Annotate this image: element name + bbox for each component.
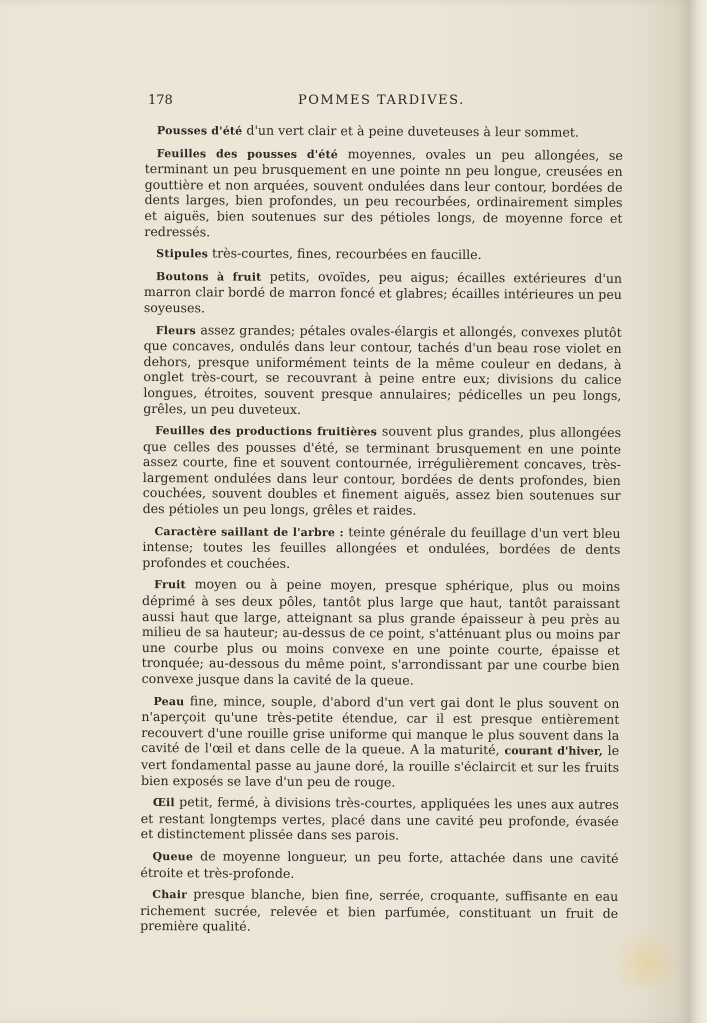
light-glare [612, 930, 682, 990]
term-pousses: Pousses d'été [156, 124, 243, 138]
running-title: POMMES TARDIVES. [298, 93, 465, 108]
text-queue: de moyenne longueur, un peu forte, attachée dans une cavité étroite et très-profonde. [140, 848, 619, 881]
text-oeil: petit, fermé, à divisions très-courtes, appliquées les unes aux autres et restant longtemps vertes, placé dans une cavité peu profonde, évasée et distinctement plissée dans ses parois. [140, 794, 619, 843]
text-caractere: teinte générale du feuillage d'un vert bleu intense; toutes les feuilles allongées et ondulées, bordées de dents profondes et couchées. [142, 523, 621, 571]
paragraph-fruit [142, 576, 621, 689]
paragraph-fleurs [143, 322, 622, 419]
paragraph-caractere [142, 523, 620, 574]
term-caractere: Caractère saillant de l'arbre : [154, 524, 344, 539]
page-header [148, 93, 623, 111]
text-boutons: petits, ovoïdes, peu aigus; écailles extérieures d'un marron clair bordé de marron foncé et glabres; écailles intérieures un peu soyeuses. [143, 268, 623, 316]
term-oeil: Œil [152, 796, 175, 810]
term-queue: Queue [152, 849, 194, 864]
paragraph-boutons [144, 268, 622, 319]
paragraph-queue [140, 848, 618, 883]
term-boutons: Boutons à fruit [156, 269, 262, 284]
term-peau: Peau [153, 694, 185, 708]
page-edge [690, 0, 707, 1023]
paragraph-feuilles-pousses [144, 145, 623, 242]
paragraph-oeil [141, 794, 619, 845]
text-fruit: moyen ou à peine moyen, presque sphérique, plus ou moins déprimé à ses deux pôles, tantôt plus large que haut, tantôt paraissant aussi haut que large, atteignant sa plus grande épaisseur à peu près au milieu de sa hauteur; au-dessus de ce point, s'atténuant plus ou moins par une courbe plus ou moins convexe en une pointe courte, épaisse et tronquée; au-dessous du même point, s'arrondissant par une courbe bien convexe jusque dans la cavité de la queue. [141, 576, 621, 688]
term-fruit: Fruit [154, 578, 186, 592]
text-fleurs: assez grandes; pétales ovales-élargis et allongés, convexes plutôt que concaves, ondulés dans leur contour, tachés d'un beau rose violet en dehors, presque uniformément teints de la même couleur en dedans, à onglet très-court, se recouvrant à peine entre eux; divisions du calice longues, étroites, souvent presque annulaires; pédicelles un peu longs, grêles, un peu duveteux. [143, 321, 622, 417]
text-chair: presque blanche, bien fine, serrée, croquante, suffisante en eau richement sucrée, relevée et bien parfumée, constituant un fruit de première qualité. [140, 886, 619, 934]
text-peau: fine, mince, souple, d'abord d'un vert gai dont le plus souvent on n'aperçoit qu'une très-petite étendue, car il est presque entièrement recouvert d'une rouille grise uniforme qui manque le plus souvent dans la cavité de l'œil et dans celle de la queue. A la maturité, [141, 692, 620, 758]
paragraph-stipules [144, 245, 622, 265]
term-stipules: Stipules [156, 247, 209, 261]
term-chair: Chair [152, 888, 188, 902]
term-feuilles-pousses: Feuilles des pousses d'été [156, 146, 339, 161]
text-feuilles-pousses: moyennes, ovales un peu allongées, se terminant un peu brusquement en une pointe nn peu longue, creusées en gouttière et non arquées, souvent ondulées dans leur contour, bordées de dents larges, bien profondes, un peu recourbées, ordinairement simples et aiguës, bien soutenues sur des pétioles longs, de moyenne force et redressés. [144, 145, 623, 239]
bold-courant-hiver: courant d'hiver, [504, 744, 603, 759]
page-body [140, 122, 623, 943]
paragraph-chair [140, 886, 618, 937]
text-peau-after: le vert fondamental passe au jaune doré, la rouille s'éclaircit et sur les fruits bien exposés se lave d'un peu de rouge. [140, 743, 620, 790]
text-stipules: très-courtes, fines, recourbées en faucille. [208, 245, 482, 263]
term-fleurs: Fleurs [155, 323, 196, 337]
paragraph-peau [141, 693, 620, 791]
paragraph-pousses [145, 122, 623, 142]
text-feuilles-productions: souvent plus grandes, plus allongées que celles des pousses d'été, se terminant brusquement en une pointe assez courte, fine et souvent contournée, irrégulièrement concaves, très-largement ondulées dans leur contour, bordées de dents profondes, bien couchées, souvent doubles et finement aiguës, assez bien soutenues sur des pétioles un peu longs, grêles et raides. [142, 423, 622, 518]
text-pousses: d'un vert clair et à peine duveteuses à leur sommet. [242, 122, 579, 140]
paragraph-feuilles-productions [143, 422, 622, 519]
term-feuilles-productions: Feuilles des productions fruitières [155, 424, 378, 439]
page-number: 178 [148, 93, 173, 108]
